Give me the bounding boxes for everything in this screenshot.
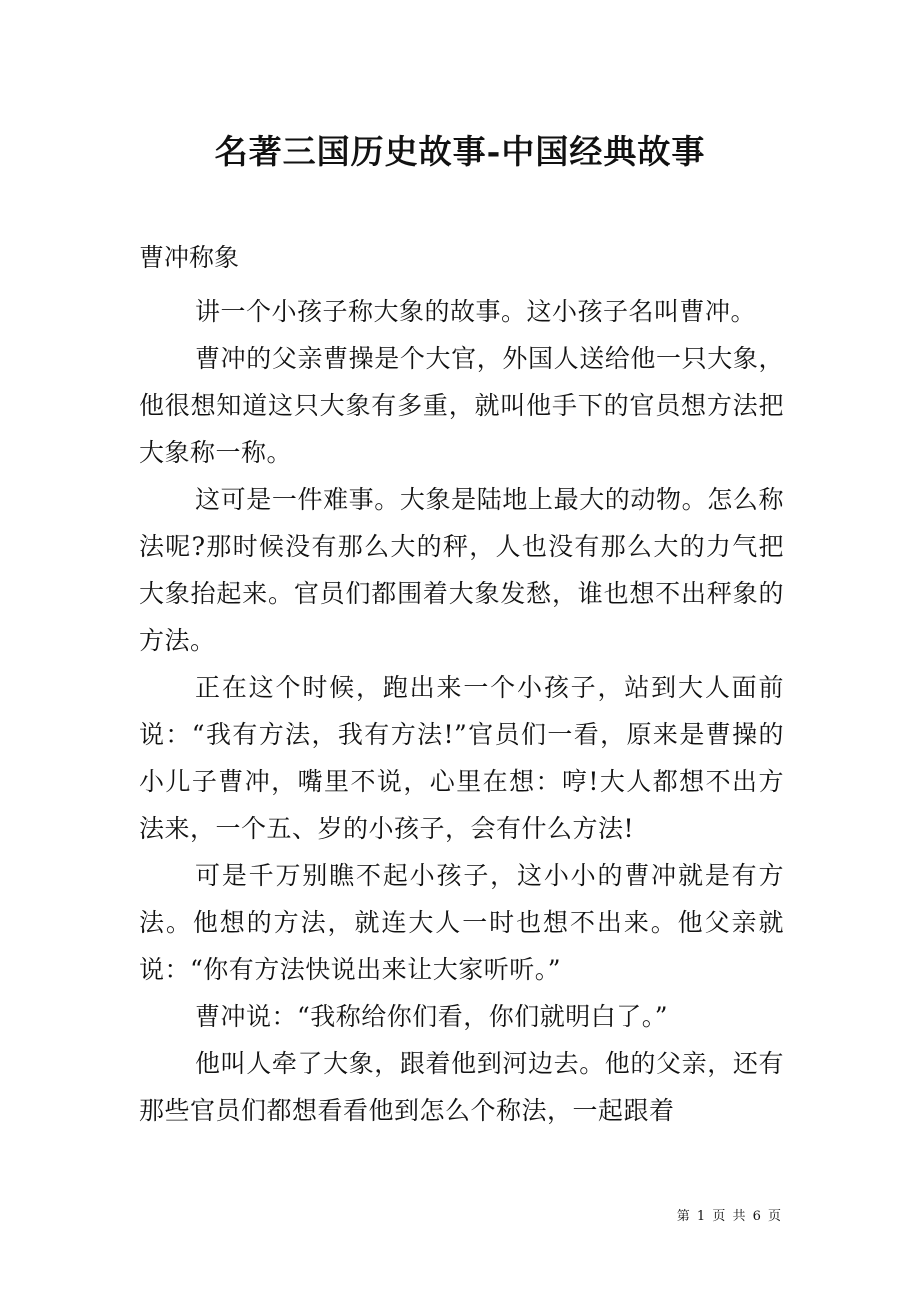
paragraph: 这可是一件难事。大象是陆地上最大的动物。怎么称法呢?那时候没有那么大的秤，人也没有那么大的力气把大象抬起来。官员们都围着大象发愁，谁也想不出秤象的方法。: [139, 485, 784, 655]
paragraph: 讲一个小孩子称大象的故事。这小孩子名叫曹冲。: [195, 297, 757, 326]
document-title: 名著三国历史故事-中国经典故事: [214, 132, 706, 171]
story-body: [139, 288, 784, 1134]
story-title: 曹冲称象: [139, 243, 240, 272]
paragraph: 曹冲的父亲曹操是个大官，外国人送给他一只大象，他很想知道这只大象有多重，就叫他手下的官员想方法把大象称一称。: [139, 344, 784, 467]
paragraph: 他叫人牵了大象，跟着他到河边去。他的父亲，还有那些官员们都想看看他到怎么个称法，一起跟着: [139, 1049, 784, 1125]
paragraph: 可是千万别瞧不起小孩子，这小小的曹冲就是有方法。他想的方法，就连大人一时也想不出来。他父亲就说：“你有方法快说出来让大家听听。”: [139, 861, 784, 984]
paragraph: 正在这个时候，跑出来一个小孩子，站到大人面前说：“我有方法，我有方法!”官员们一看，原来是曹操的小儿子曹冲，嘴里不说，心里在想：哼!大人都想不出方法来，一个五、岁的小孩子，会有什么方法!: [139, 673, 784, 843]
page-number: 第 1 页 共 6 页: [676, 1209, 781, 1224]
paragraph: 曹冲说：“我称给你们看，你们就明白了。”: [195, 1002, 669, 1031]
